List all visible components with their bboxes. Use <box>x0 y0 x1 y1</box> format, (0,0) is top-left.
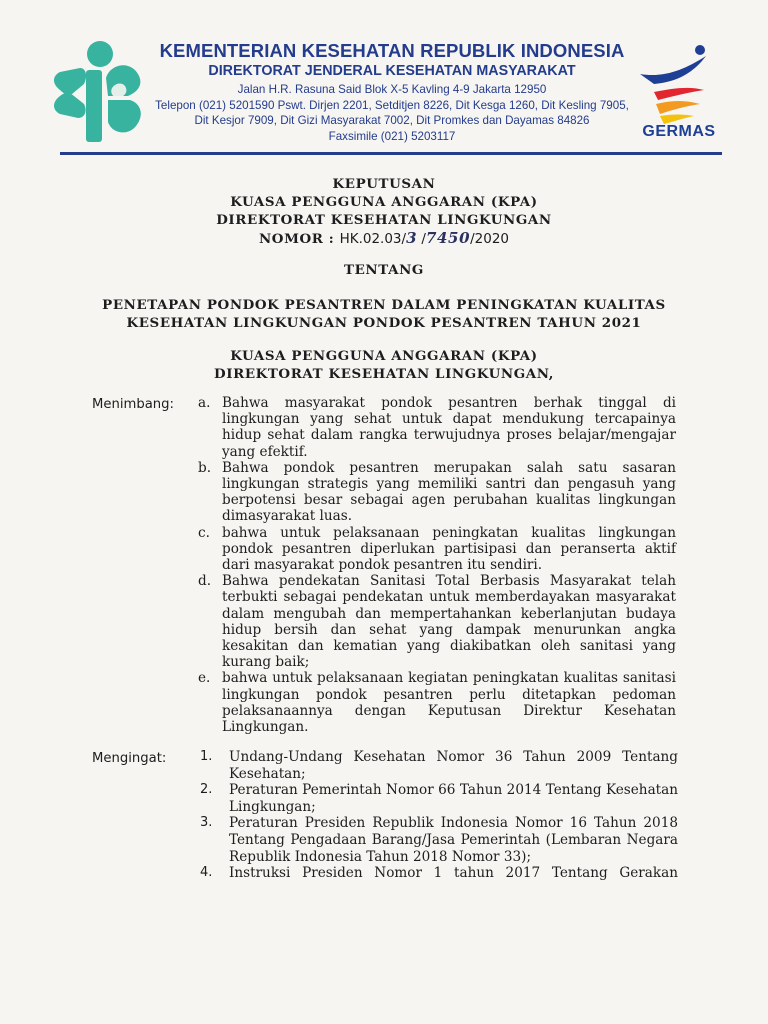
list-item <box>198 573 676 670</box>
mengingat-label: Mengingat: <box>92 751 167 766</box>
list-marker: d. <box>198 573 212 590</box>
nomor-label: NOMOR : <box>258 231 335 247</box>
mengingat-list <box>200 749 678 882</box>
list-item <box>200 815 678 865</box>
menimbang-list <box>198 395 676 735</box>
list-item-text: Instruksi Presiden Nomor 1 tahun 2017 Tentang Gerakan <box>229 865 678 882</box>
nomor-suffix: /2020 <box>470 231 510 247</box>
decree-number <box>0 229 768 247</box>
list-item <box>200 749 678 782</box>
list-marker: c. <box>198 524 210 541</box>
directorate-general-title: DIREKTORAT JENDERAL KESEHATAN MASYARAKAT <box>208 63 576 79</box>
decree-issuer-line-2: DIREKTORAT KESEHATAN LINGKUNGAN <box>216 212 552 228</box>
subject-line-2: KESEHATAN LINGKUNGAN PONDOK PESANTREN TAHUN 2021 <box>126 315 642 331</box>
authority-line-1: KUASA PENGGUNA ANGGARAN (KPA) <box>230 348 538 364</box>
list-item-text: Undang-Undang Kesehatan Nomor 36 Tahun 2009 Tentang Kesehatan; <box>229 749 678 782</box>
list-item <box>198 395 676 460</box>
list-item <box>200 865 678 882</box>
list-item <box>198 670 676 735</box>
ministry-title: KEMENTERIAN KESEHATAN REPUBLIK INDONESIA <box>159 40 625 61</box>
letterhead-divider <box>60 152 722 155</box>
list-item-text: bahwa untuk pelaksanaan kegiatan peningkatan kualitas sanitasi lingkungan pondok pesantren perlu ditetapkan pedoman pelaksanaannya dengan Keputusan Direktur Kesehatan Lingkungan. <box>222 670 676 736</box>
nomor-prefix: HK.02.03/ <box>339 231 407 247</box>
decree-type: KEPUTUSAN <box>332 176 436 192</box>
list-marker: 4. <box>200 865 213 881</box>
germas-label: GERMAS <box>642 123 716 140</box>
subject-line-1: PENETAPAN PONDOK PESANTREN DALAM PENINGKATAN KUALITAS <box>102 297 666 313</box>
nomor-separator: / <box>417 231 426 247</box>
address-line: Jalan H.R. Rasuna Said Blok X-5 Kavling 4-9 Jakarta 12950 <box>237 83 547 96</box>
phone-line-2: Dit Kesjor 7909, Dit Gizi Masyarakat 7002, Dit Promkes dan Dayamas 84826 <box>194 114 590 127</box>
ministry-health-logo-icon <box>50 40 150 144</box>
list-item-text: Bahwa pendekatan Sanitasi Total Berbasis Masyarakat telah terbukti sebagai pendekatan untuk memberdayakan masyarakat dalam mengubah dan mempertahankan keberlanjutan budaya hidup bersih dan sehat yang dampak menurunkan angka kesakitan dan kematian yang diakibatkan oleh sanitasi yang kurang baik; <box>222 573 676 671</box>
authority-line-2: DIREKTORAT KESEHATAN LINGKUNGAN, <box>214 366 554 382</box>
nomor-handwritten-1: 3 <box>406 229 418 247</box>
list-item-text: Bahwa pondok pesantren merupakan salah satu sasaran lingkungan strategis yang memiliki santri dan pengasuh yang berpotensi besar sebagai agen perubahan kualitas lingkungan dimasyarakat luas. <box>222 459 676 525</box>
nomor-handwritten-2: 7450 <box>425 229 471 247</box>
list-item <box>198 460 676 525</box>
list-marker: 2. <box>200 782 213 798</box>
list-item <box>200 782 678 815</box>
list-item <box>198 525 676 574</box>
list-marker: a. <box>198 395 211 411</box>
decree-issuer-line-1: KUASA PENGGUNA ANGGARAN (KPA) <box>230 194 538 210</box>
list-item-text: Bahwa masyarakat pondok pesantren berhak tinggal di lingkungan yang sehat untuk dapat mendukung tercapainya hidup sehat dalam rangka terwujudnya proses belajar/mengajar yang efektif. <box>222 395 676 460</box>
about-label: TENTANG <box>344 262 424 278</box>
list-marker: 1. <box>200 749 213 764</box>
menimbang-label: Menimbang: <box>92 397 174 412</box>
list-marker: b. <box>198 459 212 476</box>
fax-line: Faxsimile (021) 5203117 <box>328 130 456 143</box>
list-item-text: Peraturan Presiden Republik Indonesia Nomor 16 Tahun 2018 Tentang Pengadaan Barang/Jasa Pemerintah (Lembaran Negara Republik Indonesia Tahun 2018 Nomor 33); <box>229 815 678 865</box>
list-item-text: Peraturan Pemerintah Nomor 66 Tahun 2014 Tentang Kesehatan Lingkungan; <box>229 782 678 815</box>
list-marker: 3. <box>200 815 213 831</box>
phone-line-1: Telepon (021) 5201590 Pswt. Dirjen 2201, Setditjen 8226, Dit Kesga 1260, Dit Kesling 7905, <box>155 99 629 112</box>
list-item-text: bahwa untuk pelaksanaan peningkatan kualitas lingkungan pondok pesantren diperlukan partisipasi dan peranserta aktif dari masyarakat pondok pesantren itu sendiri. <box>222 524 676 574</box>
list-marker: e. <box>198 670 211 687</box>
